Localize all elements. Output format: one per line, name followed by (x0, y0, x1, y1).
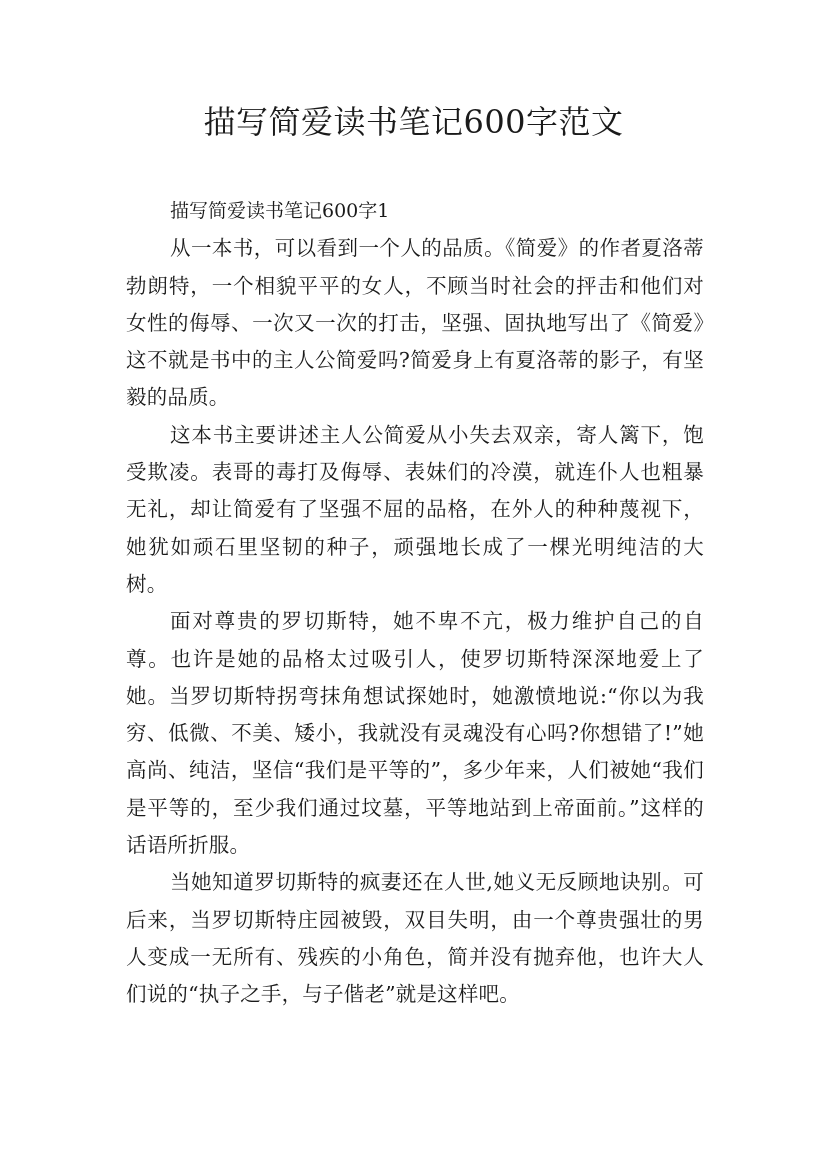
paragraph-3: 面对尊贵的罗切斯特，她不卑不亢，极力维护自己的自尊。也许是她的品格太过吸引人，使罗切斯特深深地爱上了她。当罗切斯特拐弯抹角想试探她时，她激愤地说:“你以为我穷、低微、不美、矮小，我就没有灵魂没有心吗?你想错了!”她高尚、纯洁，坚信“我们是平等的”，多少年来，人们被她“我们是平等的，至少我们通过坟墓，平等地站到上帝面前。”这样的话语所折服。 (126, 609, 704, 858)
document-title: 描写简爱读书笔记600字范文 (203, 103, 624, 141)
paragraph-4: 当她知道罗切斯特的疯妻还在人世,她义无反顾地诀别。可后来，当罗切斯特庄园被毁，双目失明，由一个尊贵强壮的男人变成一无所有、残疾的小角色，简并没有抛弃他，也许大人们说的“执子之手，与子偕老”就是这样吧。 (126, 870, 704, 1007)
document-body (126, 193, 704, 1014)
paragraph-1: 从一本书，可以看到一个人的品质。《简爱》的作者夏洛蒂勃朗特，一个相貌平平的女人，不顾当时社会的抨击和他们对女性的侮辱、一次又一次的打击，坚强、固执地写出了《简爱》这不就是书中的主人公简爱吗?简爱身上有夏洛蒂的影子，有坚毅的品质。 (126, 236, 704, 410)
section-heading: 描写简爱读书笔记600字1 (170, 200, 390, 222)
paragraph-2: 这本书主要讲述主人公简爱从小失去双亲，寄人篱下，饱受欺凌。表哥的毒打及侮辱、表妹们的冷漠，就连仆人也粗暴无礼，却让简爱有了坚强不屈的品格，在外人的种种蔑视下，她犹如顽石里坚韧的种子，顽强地长成了一棵光明纯洁的大树。 (126, 422, 704, 596)
